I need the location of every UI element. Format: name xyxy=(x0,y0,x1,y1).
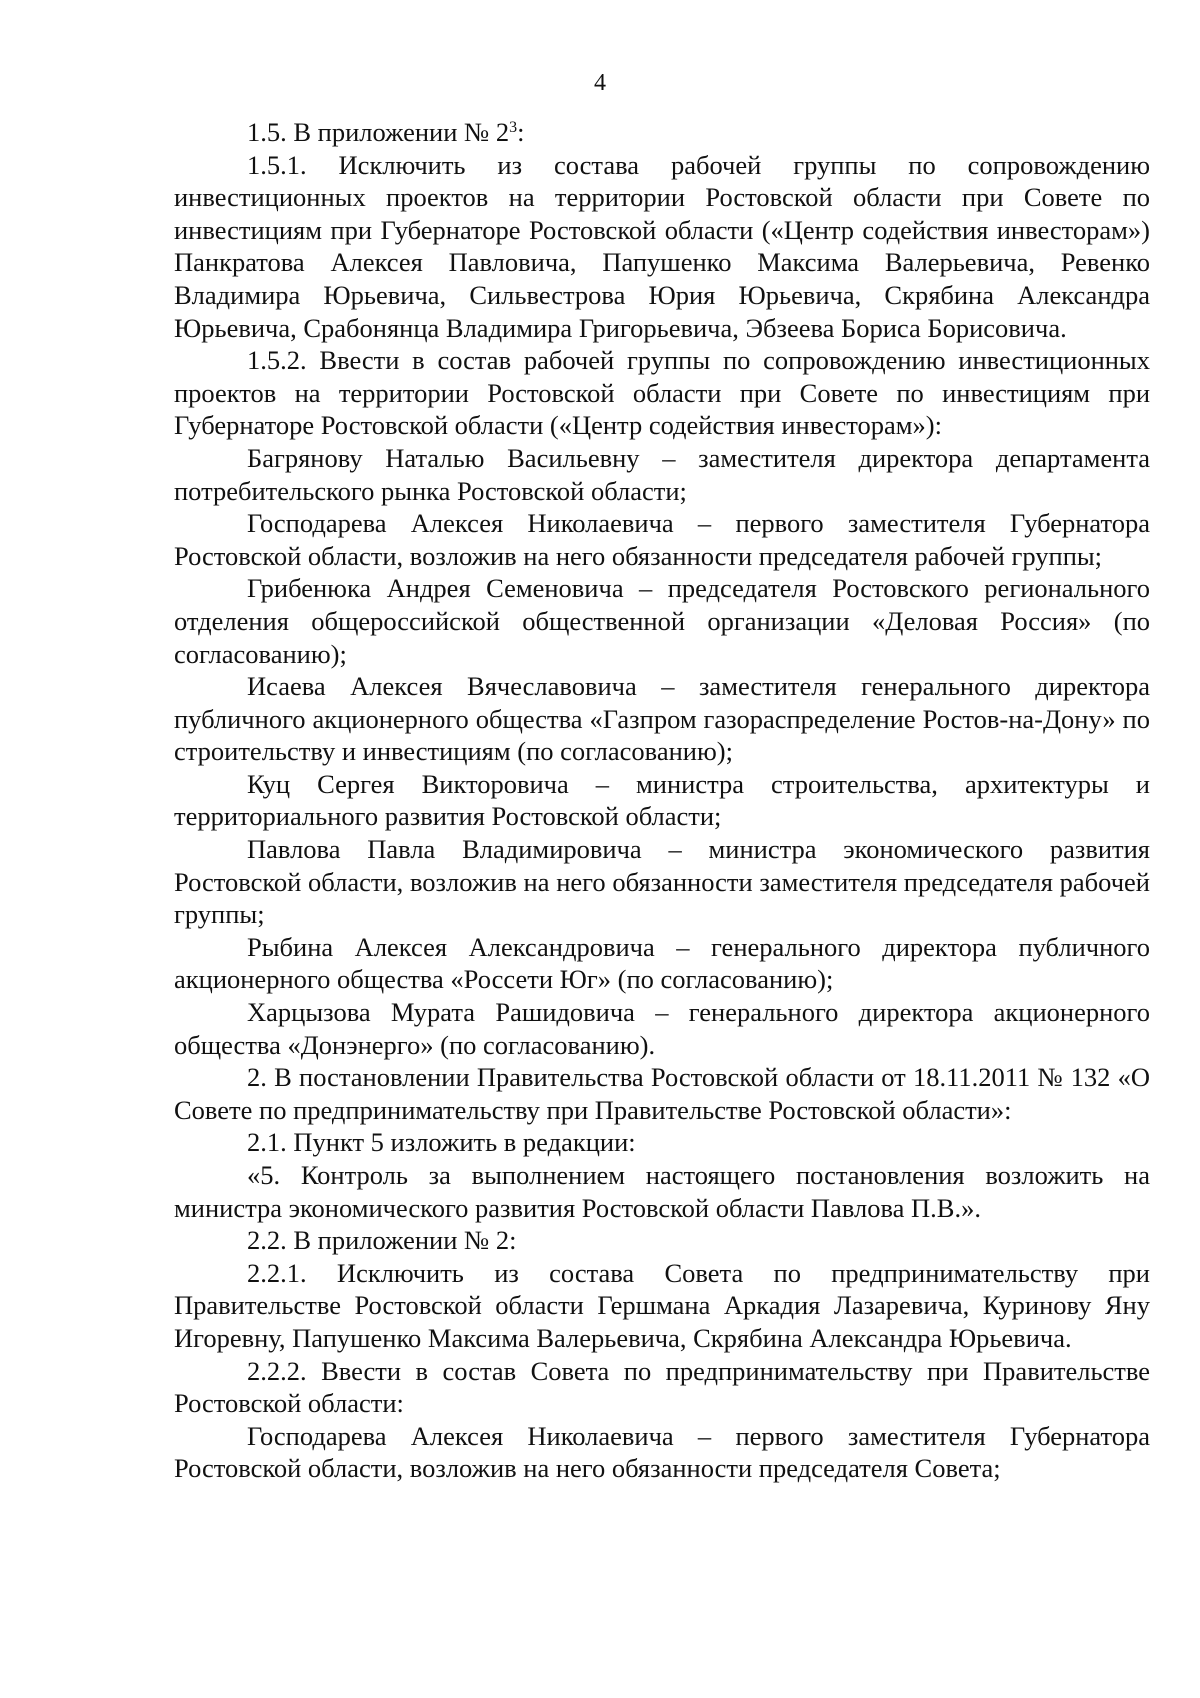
member-entry: Грибенюка Андрея Семеновича – председателя Ростовского регионального отделения общероссийской общественной организации «Деловая Россия» (по согласованию); xyxy=(174,573,1150,669)
member-entry: Куц Сергея Викторовича – министра строительства, архитектуры и территориального развития Ростовской области; xyxy=(174,768,1150,832)
document-body xyxy=(174,116,1150,1485)
paragraph-2: 2. В постановлении Правительства Ростовской области от 18.11.2011 № 132 «О Совете по предпринимательству при Правительстве Ростовской области»: xyxy=(174,1062,1150,1125)
paragraph-text: 1.5. В приложении № 2 xyxy=(247,117,510,147)
member-entry: Павлова Павла Владимировича – министра экономического развития Ростовской области, возложив на него обязанности заместителя председателя рабочей группы; xyxy=(174,834,1150,930)
paragraph-2-2-1: 2.2.1. Исключить из состава Совета по предпринимательству при Правительстве Ростовской области Гершмана Аркадия Лазаревича, Куринову Яну Игоревну, Папушенко Максима Валерьевича, Скрябина Александра Юрьевича. xyxy=(174,1257,1150,1353)
paragraph-1-5-1: 1.5.1. Исключить из состава рабочей группы по сопровождению инвестиционных проектов на территории Ростовской области при Совете по инвестициям при Губернаторе Ростовской области («Центр содействия инвесторам») Панкратова Алексея Павловича, Папушенко Максима Валерьевича, Ревенко Владимира Юрьевича, Сильвестрова Юрия Юрьевича, Скрябина Александра Юрьевича, Срабонянца Владимира Григорьевича, Эбзеева Бориса Борисовича. xyxy=(174,149,1150,343)
member-entry: Рыбина Алексея Александровича – генерального директора публичного акционерного общества «Россети Юг» (по согласованию); xyxy=(174,931,1150,995)
superscript: 3 xyxy=(509,119,518,136)
paragraph-2-2: 2.2. В приложении № 2: xyxy=(247,1225,517,1256)
paragraph-1-5-2: 1.5.2. Ввести в состав рабочей группы по сопровождению инвестиционных проектов на территории Ростовской области при Совете по инвестициям при Губернаторе Ростовской области («Центр содействия инвесторам»): xyxy=(174,345,1150,441)
member-entry: Харцызова Мурата Рашидовича – генерального директора акционерного общества «Донэнерго» (по согласованию). xyxy=(174,997,1150,1060)
paragraph-2-2-2: 2.2.2. Ввести в состав Совета по предпринимательству при Правительстве Ростовской области: xyxy=(174,1355,1150,1419)
member-entry: Господарева Алексея Николаевича – первого заместителя Губернатора Ростовской области, возложив на него обязанности председателя рабочей группы; xyxy=(174,508,1150,571)
paragraph-1-5 xyxy=(174,116,1150,149)
paragraph-2-1: 2.1. Пункт 5 изложить в редакции: xyxy=(247,1127,636,1158)
member-entry: Господарева Алексея Николаевича – первого заместителя Губернатора Ростовской области, возложив на него обязанности председателя Совета; xyxy=(174,1420,1150,1484)
member-entry: Багрянову Наталью Васильевну – заместителя директора департамента потребительского рынка Ростовской области; xyxy=(174,442,1150,506)
paragraph-suffix: : xyxy=(517,117,525,147)
paragraph-quote-5: «5. Контроль за выполнением настоящего постановления возложить на министра экономического развития Ростовской области Павлова П.В.». xyxy=(174,1160,1150,1223)
member-entry: Исаева Алексея Вячеславовича – заместителя генерального директора публичного акционерного общества «Газпром газораспределение Ростов-на-Дону» по строительству и инвестициям (по согласованию); xyxy=(174,671,1150,767)
page-number: 4 xyxy=(594,70,606,96)
